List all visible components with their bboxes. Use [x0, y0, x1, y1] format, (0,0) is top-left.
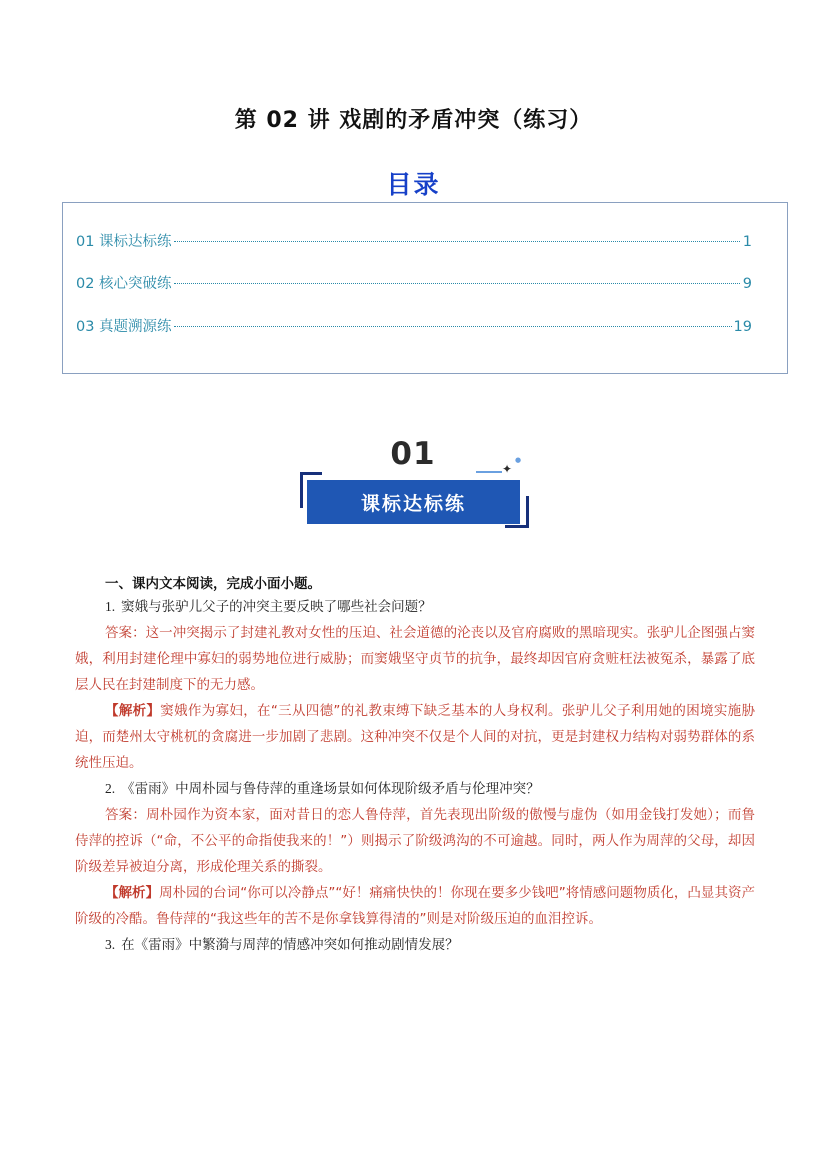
toc-leader-dots [174, 283, 740, 284]
toc-item-label: 02 核心突破练 [76, 276, 172, 292]
toc-item-page: 19 [733, 319, 752, 335]
toc-leader-dots [174, 326, 732, 327]
table-of-contents [62, 202, 788, 374]
toc-leader-dots [174, 241, 740, 242]
badge-decor-line [476, 471, 502, 473]
toc-item[interactable] [76, 230, 752, 252]
question-text: 《雷雨》中周朴园与鲁侍萍的重逢场景如何体现阶级矛盾与伦理冲突？ [121, 781, 540, 797]
answer [75, 802, 755, 880]
toc-item[interactable] [76, 272, 752, 294]
badge-decor-line [526, 496, 529, 528]
answer-label: 答案： [105, 625, 146, 641]
analysis [75, 880, 755, 932]
badge-decor-line [300, 472, 322, 475]
section-badge-number: 01 [390, 436, 436, 472]
toc-item-label: 03 真题溯源练 [76, 319, 172, 335]
badge-decor-line [300, 472, 303, 508]
section-badge [300, 436, 532, 532]
question-number: 1. [105, 599, 116, 614]
toc-item[interactable] [76, 315, 752, 337]
sparkle-icon: ● [515, 456, 522, 464]
question [105, 932, 755, 958]
document-title: 第 02 讲 戏剧的矛盾冲突（练习） [234, 108, 593, 133]
section-badge-label: 课标达标练 [307, 480, 520, 524]
toc-item-label: 01 课标达标练 [76, 234, 172, 250]
answer-text: 周朴园作为资本家，面对昔日的恋人鲁侍萍，首先表现出阶级的傲慢与虚伪（如用金钱打发她）；而鲁侍萍的控诉（“命，不公平的命指使我来的！”）则揭示了阶级鸿沟的不可逾越。同时，两人作为周萍的父母，却因阶级差异被迫分离，形成伦理关系的撕裂。 [75, 807, 756, 875]
toc-item-page: 9 [742, 276, 752, 292]
question-number: 2. [105, 781, 116, 796]
analysis-label: 【解析】 [105, 885, 160, 901]
exercise-content [75, 572, 755, 958]
question-text: 窦娥与张驴儿父子的冲突主要反映了哪些社会问题？ [121, 599, 432, 615]
answer-label: 答案： [105, 807, 147, 823]
analysis [75, 698, 755, 776]
toc-item-page: 1 [742, 234, 752, 250]
sparkle-icon: ✦ [502, 462, 513, 476]
analysis-text: 周朴园的台词“你可以冷静点”“好！痛痛快快的！你现在要多少钱吧”将情感问题物质化，凸显其资产阶级的冷酷。鲁侍萍的“我这些年的苦不是你拿钱算得清的”则是对阶级压迫的血泪控诉。 [75, 885, 755, 927]
question [105, 776, 755, 802]
analysis-label: 【解析】 [105, 703, 161, 719]
analysis-text: 窦娥作为寡妇，在“三从四德”的礼教束缚下缺乏基本的人身权利。张驴儿父子利用她的困境实施胁迫，而楚州太守桃杌的贪腐进一步加剧了悲剧。这种冲突不仅是个人间的对抗，更是封建权力结构对弱势群体的系统性压迫。 [75, 703, 755, 771]
answer [75, 620, 755, 698]
toc-heading: 目录 [386, 170, 441, 199]
section-title: 一、课内文本阅读，完成小面小题。 [105, 576, 321, 592]
question-text: 在《雷雨》中繁漪与周萍的情感冲突如何推动剧情发展？ [121, 937, 459, 953]
badge-decor-line [505, 525, 529, 528]
question-number: 3. [105, 937, 116, 952]
question [105, 594, 755, 620]
answer-text: 这一冲突揭示了封建礼教对女性的压迫、社会道德的沦丧以及官府腐败的黑暗现实。张驴儿企图强占窦娥，利用封建伦理中寡妇的弱势地位进行威胁；而窦娥坚守贞节的抗争，最终却因官府贪赃枉法被冤杀，暴露了底层人民在封建制度下的无力感。 [75, 625, 756, 693]
